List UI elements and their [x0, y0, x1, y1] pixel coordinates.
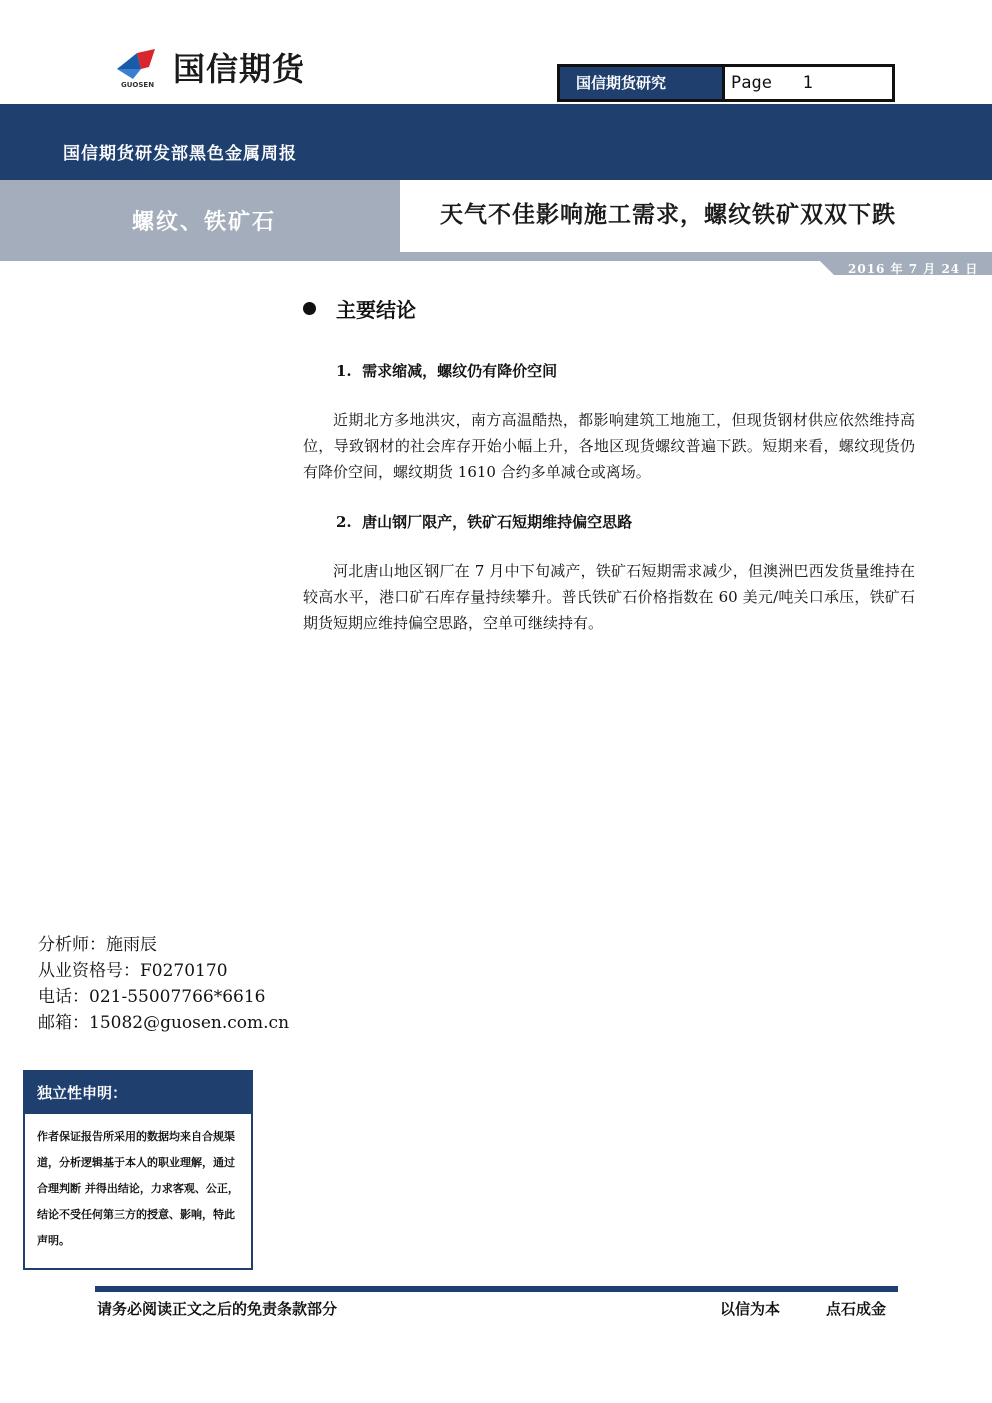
analyst-email: 邮箱：15082@guosen.com.cn [38, 1013, 290, 1033]
independence-statement [23, 1070, 253, 1270]
page-indicator [557, 64, 895, 102]
footer-disclaimer: 请务必阅读正文之后的免责条款部分 [97, 1300, 338, 1318]
section-heading: 主要结论 [336, 298, 416, 322]
conclusion-1-body: 近期北方多地洪灾，南方高温酷热，都影响建筑工地施工，但现货钢材供应依然维持高位，导致钢材的社会库存开始小幅上升，各地区现货螺纹普遍下跌。短期来看，螺纹现货仍有降价空间，螺纹期货 1610 合约多单减仓或离场。 [303, 411, 915, 481]
analyst-info [38, 932, 289, 1036]
analyst-phone: 电话：021-55007766*6616 [38, 987, 266, 1007]
analyst-name: 分析师：施雨辰 [38, 935, 157, 955]
page-number: Page 1 [731, 73, 813, 93]
conclusion-1-title: 1. 需求缩减，螺纹仍有降价空间 [336, 362, 558, 380]
conclusion-2-title: 2. 唐山钢厂限产，铁矿石短期维持偏空思路 [336, 513, 633, 531]
report-headline: 天气不佳影响施工需求，螺纹铁矿双双下跌 [440, 201, 896, 228]
analyst-license: 从业资格号：F0270170 [38, 961, 228, 981]
department-title: 国信期货研发部黑色金属周报 [63, 144, 297, 164]
independence-title: 独立性申明： [37, 1084, 128, 1102]
footer-divider [95, 1286, 898, 1292]
independence-text: 作者保证报告所采用的数据均来自合规渠道，分析逻辑基于本人的职业理解，通过合理判断 并得出结论，力求客观、公正，结论不受任何第三方的授意、影响，特此声明。 [37, 1130, 239, 1247]
report-topic: 螺纹、铁矿石 [132, 209, 277, 235]
bullet-icon [303, 302, 316, 315]
logo-name-cn: 国信期货 [173, 50, 306, 88]
company-logo [115, 47, 355, 97]
footer-motto-right: 点石成金 [826, 1300, 887, 1318]
logo-name-en: GUOSEN [121, 81, 155, 89]
report-date: 2016 年 7 月 24 日 [848, 262, 979, 276]
page-indicator-label: 国信期货研究 [560, 67, 725, 99]
footer-motto-left: 以信为本 [720, 1300, 781, 1318]
conclusion-2-body: 河北唐山地区钢厂在 7 月中下旬减产，铁矿石短期需求减少，但澳洲巴西发货量维持在较高水平，港口矿石库存量持续攀升。普氏铁矿石价格指数在 60 美元/吨关口承压，铁矿石期货短期应维持偏空思路，空单可继续持有。 [303, 562, 915, 632]
